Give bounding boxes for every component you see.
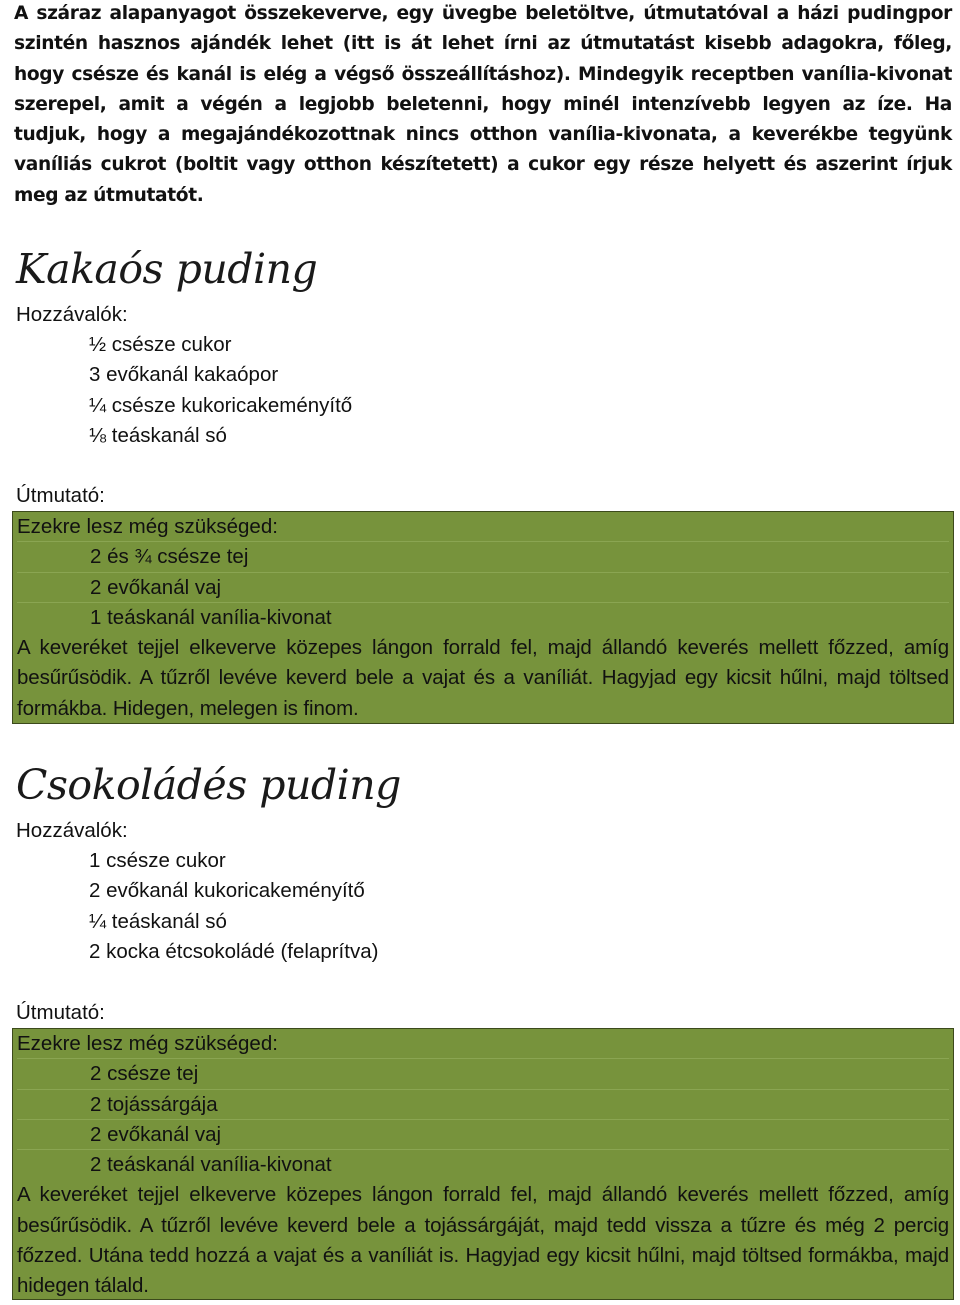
instructions-box: [12, 1028, 954, 1300]
ingredient-item: ¼ teáskanál só: [89, 909, 227, 933]
ingredient-item: 2 kocka étcsokoládé (felaprítva): [89, 940, 379, 964]
instructions-label: Útmutató:: [16, 1001, 105, 1024]
method-text: A keveréket tejjel elkeverve közepes lángon forrald fel, majd állandó keverés mellett főzzed, amíg besűrűsödik. A tűzről levéve keverd bele a vajat és a vaníliát. Hagyjad egy kicsit hűlni, majd töltsed formákba. Hidegen, melegen is finom.: [17, 636, 949, 720]
ingredients-list: [89, 846, 378, 968]
ingredient-item: ½ csésze cukor: [89, 333, 232, 356]
extra-ingredient-item: 2 evőkanál vaj: [17, 573, 949, 603]
ingredient-item: ¼ csésze kukoricakeményítő: [89, 393, 353, 417]
ingredients-label: Hozzávalók:: [16, 819, 128, 842]
ingredient-item: 2 evőkanál kukoricakeményítő: [89, 879, 365, 903]
ingredients-label: Hozzávalók:: [16, 303, 128, 326]
method-text: A keveréket tejjel elkeverve közepes lángon forrald fel, majd állandó keverés mellett főzzed, amíg besűrűsödik. A tűzről levéve keverd bele a tojássárgáját, majd tedd vissza a tűzre és még 2 percig főzzed. Utána tedd hozzá a vajat és a vaníliát is. Hagyjad egy kicsit hűlni, majd töltsed formákba, majd hidegen tálald.: [17, 1183, 949, 1298]
instructions-label: Útmutató:: [16, 484, 105, 507]
extra-ingredients-label: Ezekre lesz még szükséged:: [17, 1029, 949, 1059]
extra-ingredient-item: 2 és ¾ csésze tej: [17, 542, 949, 572]
ingredients-list: [89, 330, 352, 452]
ingredient-item: 1 csésze cukor: [89, 849, 226, 872]
extra-ingredient-item: 2 evőkanál vaj: [17, 1120, 949, 1150]
recipe-title: Kakaós puding: [16, 245, 318, 293]
instructions-box: [12, 511, 954, 724]
extra-ingredients-label: Ezekre lesz még szükséged:: [17, 512, 949, 542]
extra-ingredient-item: 2 tojássárgája: [17, 1090, 949, 1120]
recipe-title: Csokoládés puding: [16, 761, 401, 809]
ingredient-item: 3 evőkanál kakaópor: [89, 363, 279, 387]
extra-ingredient-item: 2 teáskanál vanília-kivonat: [90, 1153, 332, 1177]
intro-paragraph: A száraz alapanyagot összekeverve, egy üvegbe beletöltve, útmutatóval a házi pudingpor szintén hasznos ajándék lehet (itt is át lehet írni az útmutatást kisebb adagokra, főleg, hogy csésze és kanál is elég a végső összeállításhoz). Mindegyik receptben vanília-kivonat szerepel, amit a végén a legjobb beletenni, hogy minél intenzívebb legyen az íze. Ha tudjuk, hogy a megajándékozottnak nincs otthon vanília-kivonata, a keverékbe tegyünk vaníliás cukrot (boltit vagy otthon készítetett) a cukor egy része helyett és aszerint írjuk meg az útmutatót.: [14, 3, 952, 206]
ingredient-item: ⅛ teáskanál só: [89, 424, 227, 448]
extra-ingredient-item: 2 csésze tej: [17, 1059, 949, 1089]
extra-ingredient-item: 1 teáskanál vanília-kivonat: [90, 605, 332, 629]
